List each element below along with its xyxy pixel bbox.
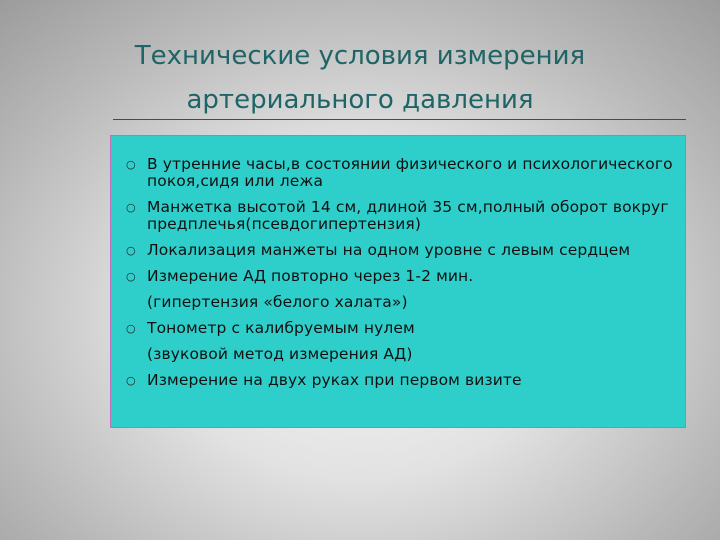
bullet-circle-icon: ○: [126, 270, 136, 283]
bullet-circle-icon: ○: [126, 158, 136, 171]
bullet-item: [125, 199, 675, 233]
bullet-circle-icon: ○: [126, 374, 136, 387]
bullet-text: Манжетка высотой 14 см, длиной 35 см,полный оборот вокруг предплечья(псевдогипертензия): [147, 198, 669, 233]
bullet-text: Измерение АД повторно через 1-2 мин.: [147, 267, 474, 285]
bullet-text: Локализация манжеты на одном уровне с левым сердцем: [147, 241, 631, 259]
bullet-subline: (звуковой метод измерения АД): [147, 345, 413, 363]
bullet-text: Измерение на двух руках при первом визите: [147, 371, 522, 389]
bullet-text: В утренние часы,в состоянии физического и психологического покоя,сидя или лежа: [147, 155, 673, 190]
bullet-circle-icon: ○: [126, 244, 136, 257]
bullet-item: [125, 156, 675, 190]
bullet-item: [125, 242, 675, 259]
title-divider: [113, 119, 686, 120]
bullet-item: [125, 372, 675, 389]
bullet-subline: (гипертензия «белого халата»): [147, 293, 408, 311]
content-box: [110, 135, 686, 428]
bullet-item: [125, 320, 675, 363]
bullet-text: Тонометр с калибруемым нулем: [147, 319, 415, 337]
slide-title: [60, 34, 660, 122]
bullet-list: [125, 156, 675, 389]
slide-title-line-1: Технические условия измерения: [134, 41, 586, 71]
bullet-circle-icon: ○: [126, 201, 136, 214]
bullet-circle-icon: ○: [126, 322, 136, 335]
slide-title-line-2: артериального давления: [186, 85, 534, 115]
bullet-item: [125, 268, 675, 311]
